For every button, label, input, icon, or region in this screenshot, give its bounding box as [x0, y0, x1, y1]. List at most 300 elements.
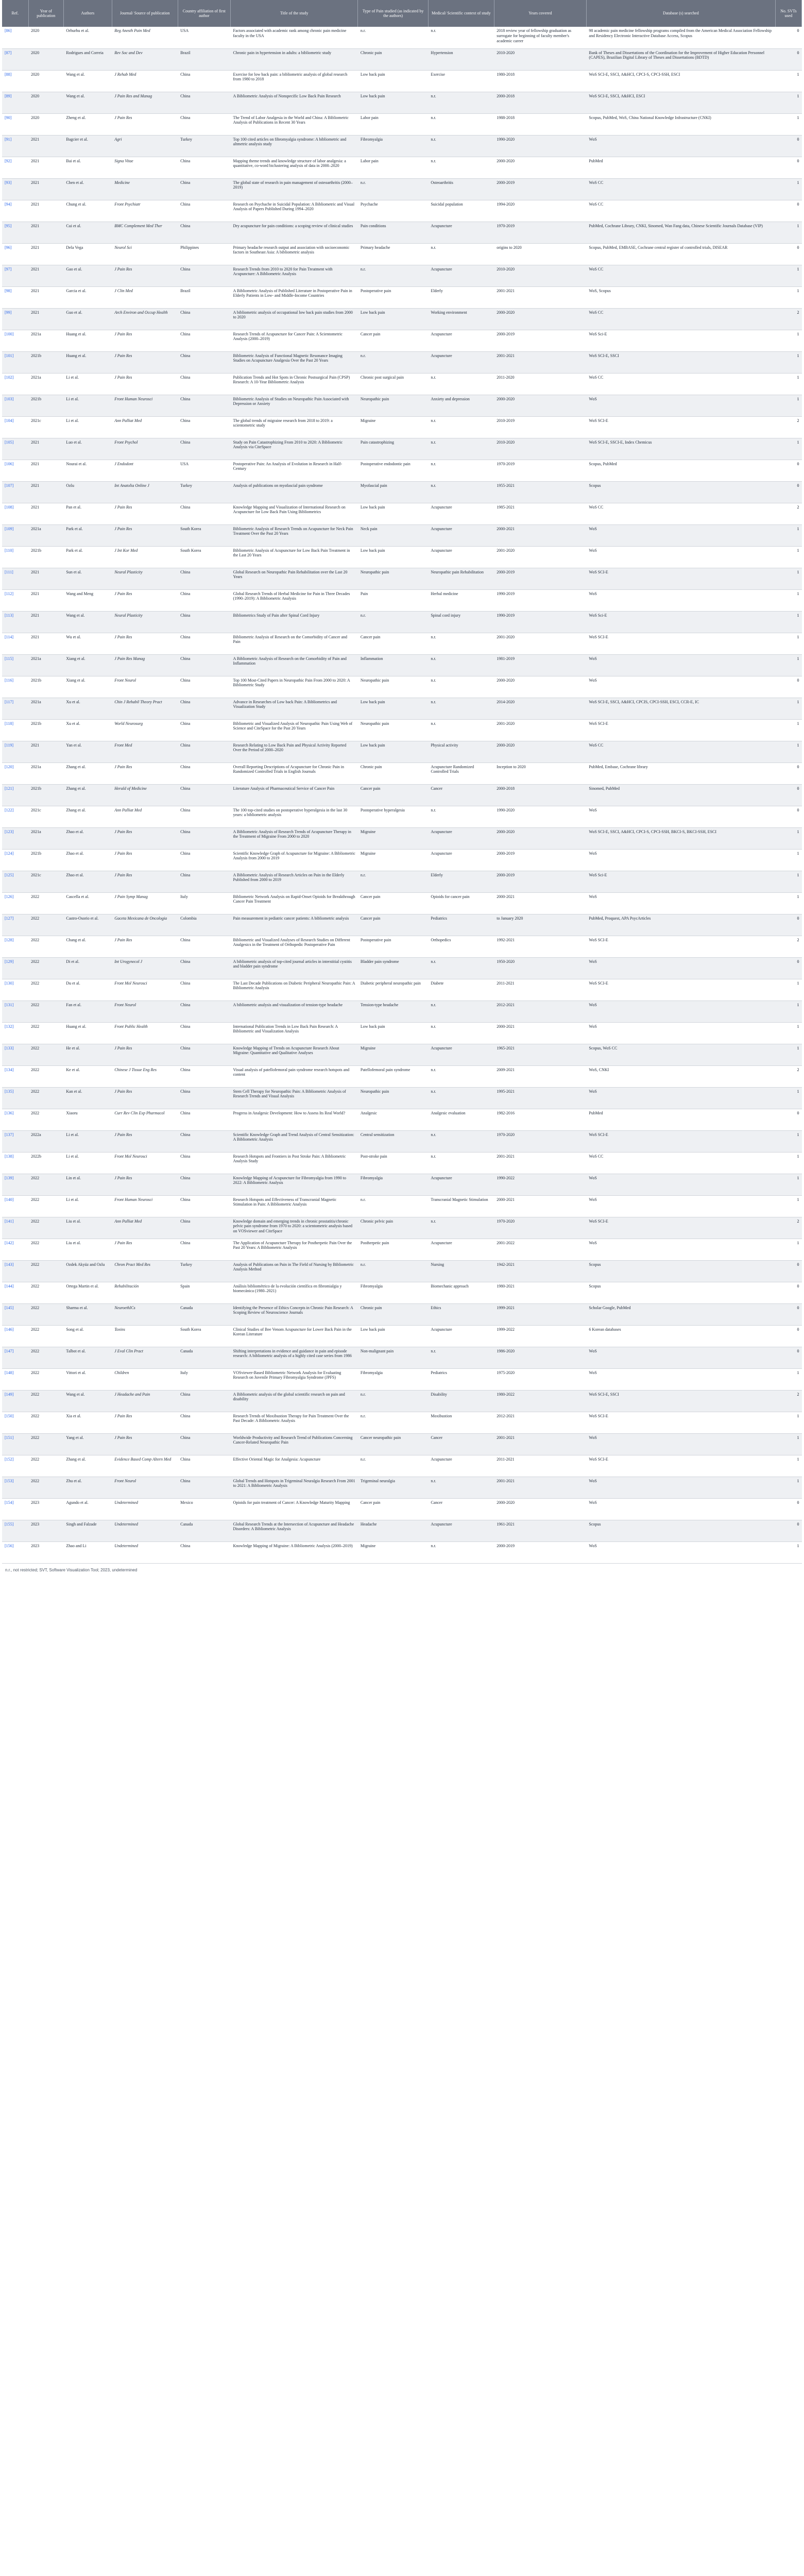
cell-ref[interactable]: [144]	[2, 1282, 28, 1303]
cell-year: 2022	[28, 1477, 63, 1498]
cell-years-covered: 1994-2020	[494, 200, 586, 222]
cell-pain-type: Low back pain	[358, 741, 428, 762]
cell-pain-type: n.r.	[358, 351, 428, 373]
cell-year: 2021	[28, 243, 63, 265]
cell-title: A bibliometric analysis of occupational low back pain studies from 2000 to 2020	[231, 308, 358, 330]
cell-country: China	[178, 849, 230, 871]
table-row	[2, 741, 802, 762]
cell-years-covered: 1992-2021	[494, 936, 586, 957]
cell-year: 2022	[28, 1347, 63, 1368]
cell-years-covered: 1955-2021	[494, 481, 586, 503]
cell-ref[interactable]: [122]	[2, 806, 28, 827]
cell-year: 2021	[28, 611, 63, 633]
table-row	[2, 589, 802, 611]
cell-svt-count: 1	[775, 1477, 801, 1498]
cell-svt-count: 0	[775, 1520, 801, 1541]
cell-ref[interactable]: [142]	[2, 1239, 28, 1260]
cell-databases: WoS	[586, 1368, 775, 1390]
cell-ref[interactable]: [149]	[2, 1390, 28, 1412]
cell-years-covered: 2001-2021	[494, 351, 586, 373]
cell-journal: J Rehab Med	[112, 70, 178, 92]
cell-ref[interactable]: [105]	[2, 438, 28, 460]
cell-title: Research Hotspots and Frontiers in Post Stroke Pain: A Bibliometric Analysis Study	[231, 1152, 358, 1174]
cell-country: China	[178, 806, 230, 827]
cell-country: China	[178, 1390, 230, 1412]
cell-pain-type: Diabetic peripheral neuropathic pain	[358, 979, 428, 1001]
cell-years-covered: 1982-2016	[494, 1109, 586, 1130]
cell-ref[interactable]: [146]	[2, 1325, 28, 1347]
cell-context: Acupuncture	[428, 849, 494, 871]
cell-context: Acupuncture	[428, 1520, 494, 1541]
cell-ref[interactable]: [148]	[2, 1368, 28, 1390]
cell-country: South Korea	[178, 1325, 230, 1347]
cell-ref[interactable]: [93]	[2, 178, 28, 200]
cell-title: Global Research on Neuropathic Pain Rehabilitation over the Last 20 Years	[231, 568, 358, 589]
cell-country: China	[178, 1195, 230, 1217]
cell-context: Acupuncture	[428, 265, 494, 286]
cell-country: Mexico	[178, 1498, 230, 1520]
cell-databases: PubMed, Proquest, APA PsycArticles	[586, 914, 775, 936]
cell-ref[interactable]: [125]	[2, 871, 28, 892]
cell-databases: WoS CC	[586, 265, 775, 286]
cell-ref[interactable]: [114]	[2, 633, 28, 654]
cell-authors: Orhurhu et al.	[63, 27, 112, 48]
cell-context: n.r.	[428, 243, 494, 265]
cell-title: Bibliometric Analysis of Acupuncture for Low Back Pain Treatment in the Last 20 Years	[231, 546, 358, 568]
cell-ref[interactable]: [133]	[2, 1044, 28, 1065]
cell-year: 2021c	[28, 806, 63, 827]
cell-ref[interactable]: [136]	[2, 1109, 28, 1130]
cell-databases: WoS	[586, 1174, 775, 1195]
cell-country: China	[178, 351, 230, 373]
cell-databases: WoS	[586, 1347, 775, 1368]
cell-journal: Herald of Medicine	[112, 784, 178, 806]
cell-ref[interactable]: [155]	[2, 1520, 28, 1541]
cell-pain-type: Neuropathic pain	[358, 719, 428, 741]
header-journal: Journal/ Source of publication	[112, 0, 178, 27]
cell-authors: Xu et al.	[63, 698, 112, 719]
cell-authors: Zhao et al.	[63, 871, 112, 892]
cell-context: Pediatrics	[428, 914, 494, 936]
cell-ref[interactable]: [134]	[2, 1065, 28, 1087]
cell-ref[interactable]: [132]	[2, 1022, 28, 1044]
table-row	[2, 957, 802, 979]
cell-svt-count: 1	[775, 70, 801, 92]
cell-ref[interactable]: [110]	[2, 546, 28, 568]
cell-years-covered: 2001-2021	[494, 1152, 586, 1174]
cell-svt-count: 0	[775, 1260, 801, 1282]
cell-ref[interactable]: [96]	[2, 243, 28, 265]
table-row	[2, 914, 802, 936]
cell-authors: Zhang et al.	[63, 1455, 112, 1477]
cell-journal: J Pain Res	[112, 503, 178, 524]
cell-country: Spain	[178, 1282, 230, 1303]
cell-pain-type: n.r.	[358, 178, 428, 200]
cell-databases: WoS SCI-E	[586, 1217, 775, 1239]
cell-databases: WoS	[586, 849, 775, 871]
cell-years-covered: 1990-2020	[494, 806, 586, 827]
cell-pain-type: Postoperative pain	[358, 286, 428, 308]
cell-context: n.r.	[428, 1130, 494, 1152]
cell-ref[interactable]: [99]	[2, 308, 28, 330]
cell-svt-count: 0	[775, 157, 801, 178]
cell-svt-count: 0	[775, 48, 801, 70]
cell-authors: Sun et al.	[63, 568, 112, 589]
table-row	[2, 719, 802, 741]
cell-years-covered: 2000-2019	[494, 849, 586, 871]
cell-ref[interactable]: [107]	[2, 481, 28, 503]
cell-pain-type: Migraine	[358, 849, 428, 871]
cell-country: China	[178, 265, 230, 286]
cell-svt-count: 1	[775, 849, 801, 871]
cell-svt-count: 1	[775, 827, 801, 849]
cell-ref[interactable]: [126]	[2, 892, 28, 914]
cell-ref[interactable]: [143]	[2, 1260, 28, 1282]
cell-databases: WoS SCI-E, SSCI, A&HCI, ESCI	[586, 92, 775, 113]
cell-year: 2022	[28, 957, 63, 979]
cell-journal: Front Neurol	[112, 1477, 178, 1498]
cell-authors: Agundo et al.	[63, 1498, 112, 1520]
cell-journal: Curr Rev Clin Exp Pharmacol	[112, 1109, 178, 1130]
cell-years-covered: 1986-2020	[494, 1347, 586, 1368]
cell-year: 2021b	[28, 784, 63, 806]
cell-title: Progress in Analgesic Development: How to Assess Its Real World?	[231, 1109, 358, 1130]
cell-journal: Ann Palliat Med	[112, 416, 178, 438]
cell-ref[interactable]: [123]	[2, 827, 28, 849]
cell-ref[interactable]: [98]	[2, 286, 28, 308]
cell-svt-count: 1	[775, 1368, 801, 1390]
cell-svt-count: 1	[775, 1087, 801, 1109]
cell-pain-type: Cancer neuropathic pain	[358, 1433, 428, 1455]
cell-title: The 100 top-cited studies on postoperative hyperalgesia in the last 30 years: a bibliometric analysis	[231, 806, 358, 827]
cell-pain-type: Primary headache	[358, 243, 428, 265]
cell-ref[interactable]: [87]	[2, 48, 28, 70]
cell-journal: Signa Vitae	[112, 157, 178, 178]
cell-journal: Evidence Based Comp Altern Med	[112, 1455, 178, 1477]
cell-ref[interactable]: [140]	[2, 1195, 28, 1217]
cell-databases: Scopus, PubMed, EMBASE, Cochrane central register of controlled trials, DISEAR	[586, 243, 775, 265]
table-row	[2, 373, 802, 395]
cell-country: China	[178, 395, 230, 416]
cell-years-covered: 1985-2021	[494, 503, 586, 524]
cell-years-covered: 1970-2020	[494, 1217, 586, 1239]
cell-ref[interactable]: [124]	[2, 849, 28, 871]
cell-ref[interactable]: [150]	[2, 1412, 28, 1433]
cell-country: China	[178, 1152, 230, 1174]
cell-ref[interactable]: [109]	[2, 524, 28, 546]
cell-years-covered: 2009-2021	[494, 1065, 586, 1087]
cell-context: n.r.	[428, 698, 494, 719]
cell-ref[interactable]: [95]	[2, 222, 28, 243]
cell-ref[interactable]: [97]	[2, 265, 28, 286]
cell-databases: Scopus, PubMed	[586, 460, 775, 481]
cell-authors: Ozlu	[63, 481, 112, 503]
cell-title: Exercise for low back pain: a bibliometric analysis of global research from 1980 to 2018	[231, 70, 358, 92]
cell-context: n.r.	[428, 438, 494, 460]
table-row	[2, 157, 802, 178]
table-row	[2, 481, 802, 503]
cell-ref[interactable]: [88]	[2, 70, 28, 92]
cell-databases: WoS	[586, 676, 775, 698]
cell-ref[interactable]: [90]	[2, 113, 28, 135]
cell-title: The Trend of Labor Analgesia in the World and China: A Bibliometric Analysis of Publications in Recent 30 Years	[231, 113, 358, 135]
cell-authors: Xu et al.	[63, 719, 112, 741]
cell-authors: Lin et al.	[63, 1174, 112, 1195]
cell-years-covered: Inception to 2020	[494, 762, 586, 784]
cell-ref[interactable]: [101]	[2, 351, 28, 373]
cell-authors: Gao et al.	[63, 265, 112, 286]
cell-ref[interactable]: [91]	[2, 135, 28, 157]
cell-year: 2022	[28, 1455, 63, 1477]
cell-ref[interactable]: [102]	[2, 373, 28, 395]
cell-context: Spinal cord injury	[428, 611, 494, 633]
cell-pain-type: Postherpetic pain	[358, 1239, 428, 1260]
cell-databases: WoS	[586, 1541, 775, 1563]
cell-journal: J Pain Res and Manag	[112, 92, 178, 113]
cell-databases: WoS SCI-E	[586, 719, 775, 741]
cell-years-covered: 2000-2020	[494, 1498, 586, 1520]
cell-year: 2022a	[28, 1130, 63, 1152]
cell-pain-type: Fibromyalgia	[358, 135, 428, 157]
cell-journal: J Clin Med	[112, 286, 178, 308]
cell-ref[interactable]: [127]	[2, 914, 28, 936]
cell-country: Canada	[178, 1347, 230, 1368]
cell-years-covered: 2010-2020	[494, 265, 586, 286]
cell-ref[interactable]: [130]	[2, 979, 28, 1001]
cell-country: Turkey	[178, 1260, 230, 1282]
cell-title: Global Research Trends of Herbal Medicine for Pain in Three Decades (1990–2019): A Bibliometric Analysis	[231, 589, 358, 611]
cell-context: Nursing	[428, 1260, 494, 1282]
cell-pain-type: Myofascial pain	[358, 481, 428, 503]
cell-ref[interactable]: [147]	[2, 1347, 28, 1368]
cell-ref[interactable]: [94]	[2, 200, 28, 222]
cell-country: Turkey	[178, 135, 230, 157]
cell-svt-count: 1	[775, 351, 801, 373]
cell-journal: Front Mol Neurosci	[112, 1152, 178, 1174]
table-row	[2, 1152, 802, 1174]
cell-ref[interactable]: [128]	[2, 936, 28, 957]
table-row	[2, 849, 802, 871]
table-row	[2, 1541, 802, 1563]
cell-years-covered: 1965-2021	[494, 1044, 586, 1065]
cell-year: 2021	[28, 503, 63, 524]
cell-databases: WoS, Scopus	[586, 286, 775, 308]
table-row	[2, 1455, 802, 1477]
cell-country: China	[178, 1412, 230, 1433]
cell-country: China	[178, 568, 230, 589]
cell-ref[interactable]: [120]	[2, 762, 28, 784]
cell-title: A Bibliometric Analysis of Nonspecific Low Back Pain Research	[231, 92, 358, 113]
cell-authors: Pan et al.	[63, 503, 112, 524]
cell-svt-count: 0	[775, 1109, 801, 1130]
cell-authors: Wang et al.	[63, 70, 112, 92]
cell-ref[interactable]: [116]	[2, 676, 28, 698]
cell-country: China	[178, 762, 230, 784]
cell-ref[interactable]: [119]	[2, 741, 28, 762]
cell-databases: WoS	[586, 1087, 775, 1109]
cell-pain-type: Low back pain	[358, 92, 428, 113]
cell-years-covered: 2011-2020	[494, 373, 586, 395]
cell-country: China	[178, 70, 230, 92]
cell-ref[interactable]: [152]	[2, 1455, 28, 1477]
cell-year: 2022	[28, 1433, 63, 1455]
cell-authors: Wang and Meng	[63, 589, 112, 611]
table-row	[2, 265, 802, 286]
cell-journal: Undetermined	[112, 1520, 178, 1541]
table-row	[2, 48, 802, 70]
cell-authors: Rodrigues and Correia	[63, 48, 112, 70]
cell-ref[interactable]: [141]	[2, 1217, 28, 1239]
cell-title: Bibliometric Analysis of Research Trends on Acupuncture for Neck Pain Treatment Over the Past 20 Years	[231, 524, 358, 546]
table-body	[2, 27, 802, 1563]
cell-ref[interactable]: [154]	[2, 1498, 28, 1520]
cell-journal: Front Human Neurosci	[112, 395, 178, 416]
cell-ref[interactable]: [92]	[2, 157, 28, 178]
cell-context: Osteoarthritis	[428, 178, 494, 200]
cell-authors: Zheng et al.	[63, 113, 112, 135]
cell-country: China	[178, 1433, 230, 1455]
cell-ref[interactable]: [151]	[2, 1433, 28, 1455]
cell-year: 2020	[28, 113, 63, 135]
cell-pain-type: n.r.	[358, 871, 428, 892]
table-row	[2, 1022, 802, 1044]
cell-ref[interactable]: [145]	[2, 1303, 28, 1325]
cell-context: n.r.	[428, 1087, 494, 1109]
cell-country: China	[178, 698, 230, 719]
cell-year: 2020	[28, 48, 63, 70]
cell-ref[interactable]: [108]	[2, 503, 28, 524]
cell-country: China	[178, 157, 230, 178]
table-row	[2, 1087, 802, 1109]
cell-year: 2021a	[28, 827, 63, 849]
cell-country: China	[178, 178, 230, 200]
cell-svt-count: 0	[775, 481, 801, 503]
cell-ref[interactable]: [118]	[2, 719, 28, 741]
cell-country: China	[178, 1087, 230, 1109]
cell-ref[interactable]: [131]	[2, 1001, 28, 1022]
cell-country: China	[178, 373, 230, 395]
cell-ref[interactable]: [106]	[2, 460, 28, 481]
header-years-covered: Years covered	[494, 0, 586, 27]
table-row	[2, 979, 802, 1001]
cell-svt-count: 0	[775, 27, 801, 48]
cell-journal: J Pain Res	[112, 524, 178, 546]
cell-title: Top 100 cited articles on fibromyalgia syndrome: A bibliometric and altmetric analysis study	[231, 135, 358, 157]
cell-svt-count: 0	[775, 1498, 801, 1520]
cell-years-covered: 1970-2019	[494, 222, 586, 243]
cell-title: Literature Analysis of Pharmaceutical Service of Cancer Pain	[231, 784, 358, 806]
cell-title: Bibliometric Analysis of Research on the Comorbidity of Cancer and Pain	[231, 633, 358, 654]
cell-journal: Ann Palliat Med	[112, 806, 178, 827]
cell-title: Identifying the Presence of Ethics Concepts in Chronic Pain Research: A Scoping Review of Neuroscience Journals	[231, 1303, 358, 1325]
cell-ref[interactable]: [156]	[2, 1541, 28, 1563]
cell-journal: Front Public Health	[112, 1022, 178, 1044]
cell-year: 2021b	[28, 546, 63, 568]
cell-pain-type: Cancer pain	[358, 1498, 428, 1520]
cell-pain-type: Neuropathic pain	[358, 676, 428, 698]
cell-ref[interactable]: [86]	[2, 27, 28, 48]
cell-journal: Neural Plasticity	[112, 611, 178, 633]
cell-databases: WoS	[586, 1195, 775, 1217]
cell-year: 2022	[28, 1260, 63, 1282]
cell-title: Top 100 Most-Cited Papers in Neuropathic Pain From 2000 to 2020: A Bibliometric Study	[231, 676, 358, 698]
cell-ref[interactable]: [135]	[2, 1087, 28, 1109]
table-row	[2, 438, 802, 460]
cell-authors: Xiang et al.	[63, 676, 112, 698]
cell-year: 2021a	[28, 373, 63, 395]
cell-ref[interactable]: [89]	[2, 92, 28, 113]
cell-ref[interactable]: [138]	[2, 1152, 28, 1174]
cell-ref[interactable]: [139]	[2, 1174, 28, 1195]
cell-journal: J Pain Res Manag	[112, 654, 178, 676]
cell-ref[interactable]: [129]	[2, 957, 28, 979]
cell-journal: J Eval Clin Pract	[112, 1347, 178, 1368]
cell-svt-count: 1	[775, 741, 801, 762]
cell-title: Research on Psychache in Suicidal Population: A Bibliometric and Visual Analysis of Papers Published During 1994–2020	[231, 200, 358, 222]
cell-ref[interactable]: [115]	[2, 654, 28, 676]
cell-title: A Bibliometric Analysis of Research Trends of Acupuncture Therapy in the Treatment of Migraine From 2000 to 2020	[231, 827, 358, 849]
cell-journal: Front Human Neurosci	[112, 1195, 178, 1217]
cell-svt-count: 1	[775, 1195, 801, 1217]
cell-databases: WoS CC	[586, 373, 775, 395]
cell-ref[interactable]: [121]	[2, 784, 28, 806]
cell-ref[interactable]: [112]	[2, 589, 28, 611]
cell-ref[interactable]: [104]	[2, 416, 28, 438]
cell-context: Transcranial Magnetic Stimulation	[428, 1195, 494, 1217]
cell-year: 2021a	[28, 762, 63, 784]
cell-context: Disability	[428, 1390, 494, 1412]
cell-authors: Wang et al.	[63, 92, 112, 113]
cell-title: Stem Cell Therapy for Neuropathic Pain: A Bibliometric Analysis of Research Trends and Visual Analysis	[231, 1087, 358, 1109]
table-row	[2, 654, 802, 676]
cell-journal: NeuroethICs	[112, 1303, 178, 1325]
cell-authors: Ozdek Akyüz and Ozlu	[63, 1260, 112, 1282]
cell-ref[interactable]: [100]	[2, 330, 28, 351]
cell-context: Acupuncture Randomized Controlled Trials	[428, 762, 494, 784]
cell-title: Factors associated with academic rank among chronic pain medicine faculty in the USA	[231, 27, 358, 48]
cell-ref[interactable]: [103]	[2, 395, 28, 416]
cell-country: USA	[178, 27, 230, 48]
cell-pain-type: Cancer pain	[358, 784, 428, 806]
table-row	[2, 135, 802, 157]
cell-ref[interactable]: [137]	[2, 1130, 28, 1152]
cell-ref[interactable]: [111]	[2, 568, 28, 589]
cell-year: 2021a	[28, 524, 63, 546]
cell-databases: WoS SCI-E, SSCI-E, Index Chemicus	[586, 438, 775, 460]
cell-years-covered: 2000-2020	[494, 308, 586, 330]
cell-context: Elderly	[428, 286, 494, 308]
cell-databases: WoS	[586, 1498, 775, 1520]
cell-ref[interactable]: [117]	[2, 698, 28, 719]
cell-pain-type: Low back pain	[358, 1022, 428, 1044]
cell-journal: Neurol Sci	[112, 243, 178, 265]
cell-databases: WoS SCI-E	[586, 633, 775, 654]
table-row	[2, 70, 802, 92]
cell-svt-count: 1	[775, 1001, 801, 1022]
cell-title: A bibliometric analysis and visualization of tension-type headache	[231, 1001, 358, 1022]
cell-authors: Wang et al.	[63, 1390, 112, 1412]
cell-country: China	[178, 589, 230, 611]
cell-journal: Chron Pract Med Res	[112, 1260, 178, 1282]
cell-years-covered: 2012-2021	[494, 1412, 586, 1433]
cell-context: Neuropathic pain Rehabilitation	[428, 568, 494, 589]
cell-ref[interactable]: [153]	[2, 1477, 28, 1498]
cell-context: Physical activity	[428, 741, 494, 762]
cell-svt-count: 1	[775, 546, 801, 568]
cell-authors: Chung et al.	[63, 200, 112, 222]
cell-ref[interactable]: [113]	[2, 611, 28, 633]
cell-journal: J Pain Res	[112, 330, 178, 351]
